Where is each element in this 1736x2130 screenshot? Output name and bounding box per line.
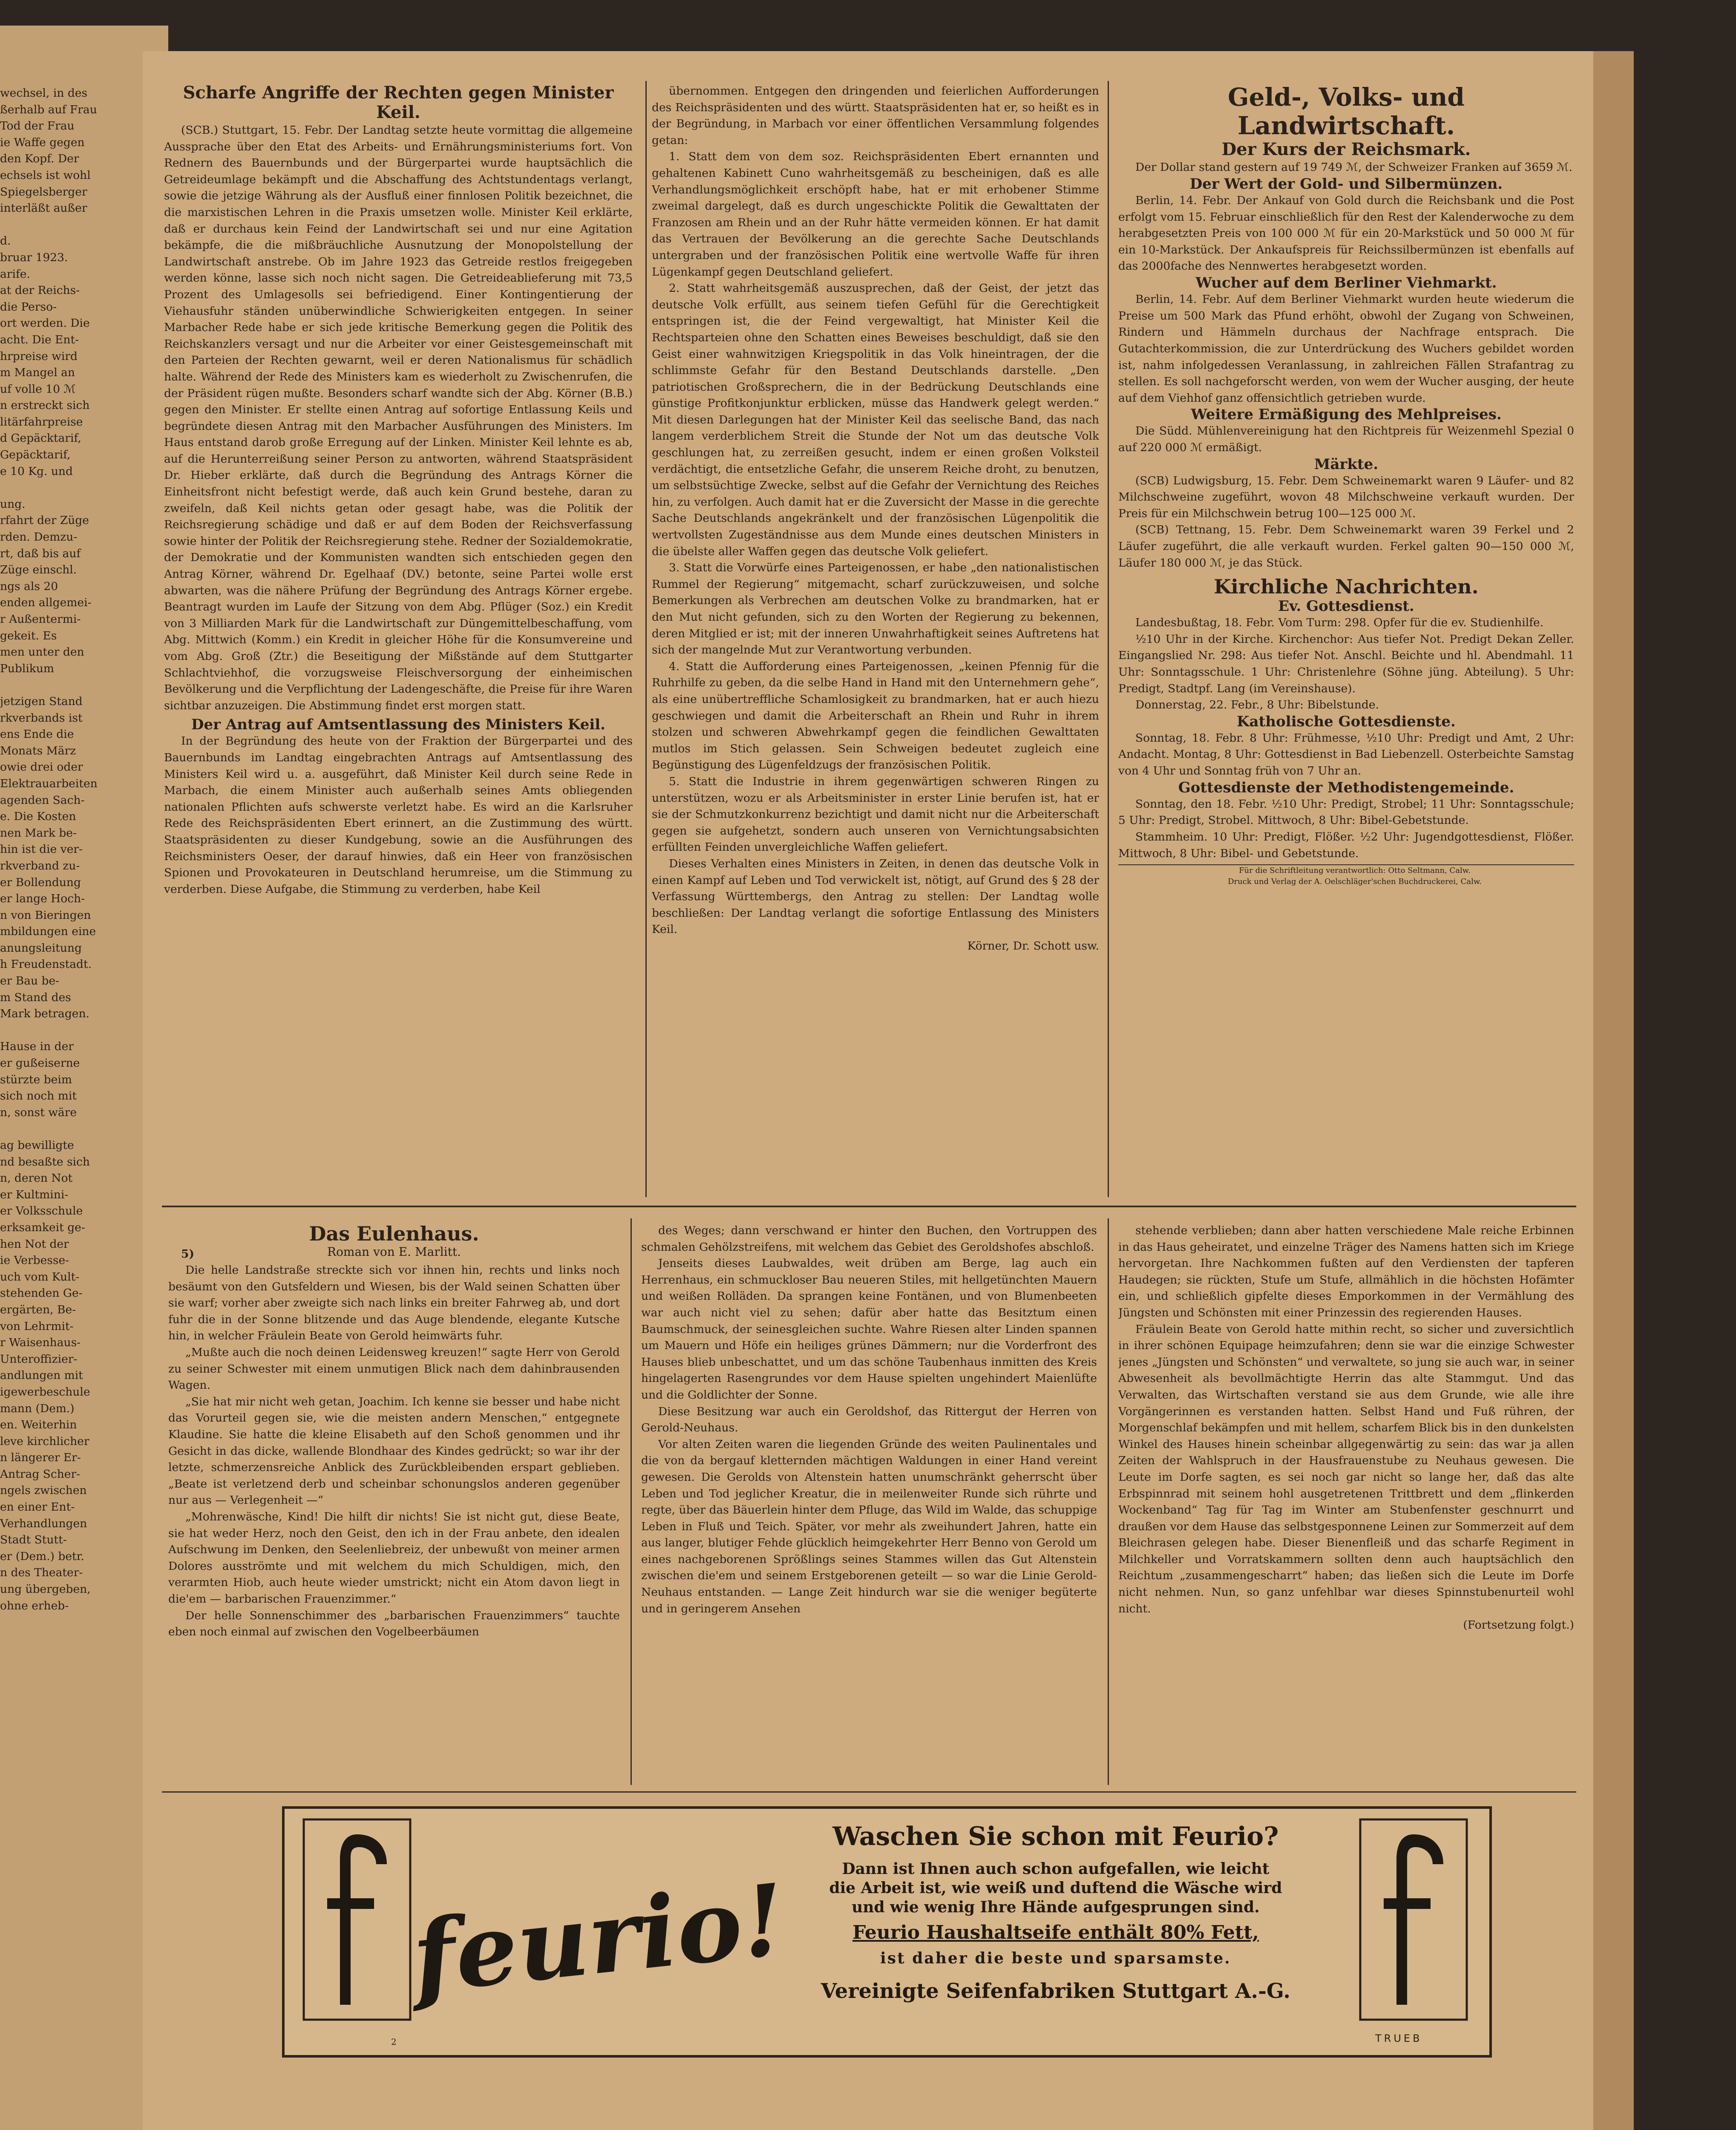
text-fragment: litärfahrpreise [0, 415, 83, 429]
serial-text [641, 1223, 1097, 1617]
text-fragment: ort werden. Die [0, 317, 90, 330]
text-fragment: h Freudenstadt. [0, 958, 92, 971]
previous-page-text [0, 85, 128, 1614]
article-column-1 [164, 83, 633, 1203]
imprint: Druck und Verlag der A. Oelschläger'schen Buchdruckerei, Calw. [1228, 877, 1482, 887]
text-fragment: n, deren Not [0, 1172, 73, 1185]
text-fragment: er Bau be- [0, 974, 60, 988]
article-body [164, 122, 633, 714]
text-fragment: rden. Demzu- [0, 530, 78, 544]
subheadline: Ev. Gottesdienst. [1278, 598, 1414, 615]
text-fragment: r Außentermi- [0, 613, 81, 626]
text-fragment: Züge einschl. [0, 563, 77, 577]
section-rule [162, 1791, 1576, 1793]
text-fragment: Publikum [0, 662, 55, 675]
text-fragment: den Kopf. Der [0, 152, 79, 166]
text-fragment: m Mangel an [0, 366, 75, 380]
serial-text [1118, 1223, 1574, 1617]
paragraph: Vor alten Zeiten waren die liegenden Gründe des weiten Paulinentales und die von da bergauf kletternden mächtigen Waldungen in einer Hand vereint gewesen. Die Gerolds von Altenstein hatten unumschränkt geherrscht über Leben und Tod jeglicher Kreatur, die in meilenweiter Runde sich rührte und regte, über das Bäuerlein hinter dem Pfluge, das Wild im Walde, das schuppige Leben in Fluß und Teich. Später, vor mehr als zweihundert Jahren, hatte ein aus langer, blutiger Fehde glücklich heimgekehrter Herr Benno von Gerold um eines nachgeborenen Sprößlings seines Stammes willen das Gut Altenstein zwischen die'em und seinem Erstgeborenen geteilt — so war die Linie Gerold-Neuhaus entstanden. — Lange Zeit hindurch war sie die weniger begüterte und in geringerem Ansehen [641, 1437, 1097, 1615]
text-fragment: rfahrt der Züge [0, 514, 89, 527]
section-title: Geld-, Volks- und Landwirtschaft. [1228, 83, 1465, 140]
text-fragment: owie drei oder [0, 760, 83, 774]
text-fragment: n erstreckt sich [0, 399, 90, 412]
serial-column-1 [168, 1223, 620, 1785]
text-fragment: nen Mark be- [0, 826, 77, 840]
text-fragment: von Lehrmit- [0, 1319, 74, 1333]
text-fragment: stürzte beim [0, 1073, 72, 1086]
paragraph: Diese Besitzung war auch ein Geroldshof, das Rittergut der Herren von Gerold-Neuhaus. [641, 1405, 1097, 1435]
paragraph: Der Dollar stand gestern auf 19 749 ℳ, der Schweizer Franken auf 3659 ℳ. [1135, 161, 1572, 174]
paragraph: „Mußte auch die noch deinen Leidensweg kreuzen!“ sagte Herr von Gerold zu seiner Schwester mit einem unmutigen Blick nach dem dahinbrausenden Wagen. [168, 1346, 620, 1392]
feurio-f-emblem-right [1358, 1817, 1469, 2022]
ad-line: die Arbeit ist, wie weiß und duftend die Wäsche wird [829, 1879, 1282, 1897]
paragraph: Landesbußtag, 18. Febr. Vom Turm: 298. Opfer für die ev. Studienhilfe. [1135, 616, 1544, 630]
subheadline: Katholische Gottesdienste. [1237, 713, 1456, 730]
text-fragment: ag bewilligte [0, 1139, 74, 1152]
paragraph: Donnerstag, 22. Febr., 8 Uhr: Bibelstunde. [1135, 698, 1379, 712]
ad-headline: Waschen Sie schon mit Feurio? [832, 1822, 1279, 1851]
text-fragment: bruar 1923. [0, 250, 68, 264]
feurio-f-emblem-left [302, 1817, 412, 2022]
continued-note: (Fortsetzung folgt.) [1463, 1618, 1574, 1632]
paragraph: (SCB.) Stuttgart, 15. Febr. Der Landtag setzte heute vormittag die allgemeine Aussprache über den Etat des Arbeits- und Ernährungsministeriums fort. Von Rednern des Bauernbunds und der Bürgerpartei wurde hauptsächlich die Getreideumlage bekämpft und die Abschaffung des Achtstundentags verlangt, sowie die jetzige Währung als der Ausfluß einer finnlosen Politik bezeichnet, die die marxistischen Lehren in die Praxis umsetzen wolle. Minister Keil erklärte, daß er durchaus kein Feind der Landwirtschaft sei und nur eine Agitation bekämpfe, die die mißbräuchliche Ausnutzung der Monopolstellung der Landwirtschaft anstrebe. Ob im Jahre 1923 das Getreide restlos freigegeben werden könne, lasse sich noch nicht sagen. Die Getreideablieferung mit 73,5 Prozent des Umlagesolls sei befriedigend. Einer Kontingentierung der Viehausfuhr ständen unüberwindliche Schwierigkeiten entgegen. In seiner Marbacher Rede habe er sich jede kritische Bemerkung gegen die Politik des Reichskanzlers versagt und nur die Arbeiter vor einer Geistesgemeinschaft mit den Parteien der Rechten gewarnt, weil er deren Nationalismus für schädlich halte. Während der Rede des Ministers kam es wiederholt zu Zwischenrufen, die der Präsident rügen mußte. Besonders scharf wandte sich der Abg. Körner (B.B.) gegen den Minister. Er stellte einen Antrag auf sofortige Entlassung Keils und begründete diesen Antrag mit den Marbacher Ausführungen des Ministers. Im Haus entstand darob große Erregung auf der Linken. Minister Keil lehnte es ab, auf die Herunterreißung seiner Person zu antworten, während Staatspräsident Dr. Hieber erklärte, daß durch die Begründung des Antrags Körner die Einheitsfront nicht befestigt werde, daß auch kein Grund bestehe, daran zu zweifeln, daß Keil nichts getan oder gesagt habe, was die Politik der Reichsregierung schädige und daß er auf dem Boden der Reichsverfassung sowie hinter der Politik der Reichsregierung stehe. Redner der Sozialdemokratie, der Demokratie und der Kommunisten wandten sich entschieden gegen den Antrag Körner, während Dr. Egelhaaf (DV.) betonte, seine Partei wolle erst abwarten, was die nähere Prüfung der Begründung des Antrags Körner ergebe. Beantragt wurden im Laufe der Sitzung von dem Abg. Pflüger (Soz.) ein Kredit von 3 Milliarden Mark für die Landwirtschaft zur Düngemittelbeschaffung, vom Abg. Mittwich (Komm.) ein Kredit in gleicher Höhe für die Konsumvereine und vom Abg. Groß (Ztr.) die Beseitigung der Mißstände auf dem Stuttgarter Schlachtviehhof, die vorzugsweise Fleischversorgung der einheimischen Bevölkerung und die Verpflichtung der Ladengeschäfte, die Preise für ihre Waren sichtbar anzuzeigen. Die Abstimmung findet erst morgen statt. [164, 124, 633, 712]
text-fragment: Hause in der [0, 1040, 74, 1053]
paragraph: 2. Statt wahrheitsgemäß auszusprechen, daß der Geist, der jetzt das deutsche Volk erfüllt, aus seinem tiefen Gefühl für die Gerechtigkeit entspringen ist, die der Feind vergewaltigt, hat Minister Keil die Rechtsparteien ohne den Schatten eines Beweises beschuldigt, daß sie den Geist einer wahnwitzigen Kriegspolitik in das Volk hineintragen, der die schlimmste Gefahr für den Bestand Deutschlands darstelle. „Den patriotischen Großsprechern, die in der Bedrückung Deutschlands eine günstige Profitkonjunktur erblicken, müsse das Handwerk gelegt werden.“ Mit diesen Darlegungen hat der Minister Keil das seelische Band, das nach langem verderblichem Streit die Stunde der Not um das deutsche Volk geschlungen hat, zu zerreißen gesucht, indem er einen großen Volksteil verdächtigt, die entsetzliche Gefahr, die unserem Reiche droht, zu benutzen, um selbstsüchtige Zwecke, selbst auf die Gefahr der Vernichtung des Reiches hin, zu verfolgen. Auch damit hat er die Zuversicht der Masse in die gerechte Sache Deutschlands angekränkelt und der französischen Lügenpolitik die wertvollsten Zugeständnisse aus dem Munde eines deutschen Ministers in die übelste aller Waffen gegen das deutsche Volk geliefert. [652, 282, 1099, 558]
article-column-2 [652, 83, 1099, 1203]
text-fragment: r Waisenhaus- [0, 1336, 81, 1350]
column-rule [645, 81, 647, 1197]
text-fragment: mann (Dem.) [0, 1402, 75, 1415]
text-fragment: ie Waffe gegen [0, 135, 85, 149]
text-fragment: sich noch mit [0, 1089, 77, 1103]
text-fragment: echsels ist wohl [0, 168, 91, 182]
ad-line: und wie wenig Ihre Hände aufgesprungen sind. [852, 1898, 1260, 1916]
paragraph: Fräulein Beate von Gerold hatte mithin recht, so sicher und zuversichtlich in ihrer schönen Equipage heimzufahren; denn sie war die einzige Schwester jenes „Jüngsten und Schönsten“ und verwaltete, so jung sie auch war, in seiner Abwesenheit als bevollmächtigte Herrin das alte Stammgut. Und das Verwalten, das Wirtschaften verstand sie aus dem Grunde, wie alle ihre Vorgängerinnen es verstanden hatten. Selbst Hand und Fuß rühren, der Morgenschlaf bekämpfen und mit hellem, scharfem Blick bis in den dunkelsten Winkel des Hauses hinein scheinbar allgegenwärtig zu sein: das war ja allen Zeiten der Wahlspruch in der Hausfrauenstube zu Neuhaus gewesen. Die Leute im Dorfe sagten, es sei noch gar nicht so lange her, daß das alte Erbspinnrad mit seinem hohl ausgetretenen Trittbrett und dem „flinkerden Wockenband“ Tag für Tag im Winter am Stubenfenster geschnurrt und draußen vor dem Hause das selbstgesponnene Leinen zur Sommerzeit auf dem Bleichrasen gelegen habe. Dieser Bienenfleiß und das scharfe Regiment in Milchkeller und Vorratskammern sollten denn auch hauptsächlich den Reichtum „zusammengescharrt“ haben; das ließen sich die Leute im Dorfe nicht nehmen. Nun, so ganz unfehlbar war dieses Spinnstubenurteil wohl nicht. [1118, 1322, 1574, 1615]
text-fragment: enden allgemei- [0, 596, 92, 610]
paragraph: Der helle Sonnenschimmer des „barbarischen Frauenzimmers“ tauchte eben noch einmal auf zwischen den Vogelbeerbäumen [168, 1609, 620, 1639]
text-fragment: erksamkeit ge- [0, 1220, 85, 1234]
text-fragment [0, 480, 128, 496]
text-fragment: Verhandlungen [0, 1517, 87, 1530]
text-fragment: ohne erheb- [0, 1599, 69, 1612]
headline: Wucher auf dem Berliner Viehmarkt. [1195, 274, 1497, 292]
headline: Der Wert der Gold- und Silbermünzen. [1189, 175, 1503, 193]
text-fragment: e 10 Kg. und [0, 464, 73, 478]
installment-number: 5) [181, 1247, 194, 1261]
text-fragment: er Bollendung [0, 875, 81, 889]
paragraph: Sonntag, den 18. Febr. ½10 Uhr: Predigt, Strobel; 11 Uhr: Sonntagsschule; 5 Uhr: Predigt, Strobel. Mittwoch, 8 Uhr: Bibel-Gebetstunde. [1118, 797, 1574, 827]
signature: Körner, Dr. Schott usw. [967, 939, 1099, 953]
text-fragment: hin ist die ver- [0, 843, 83, 856]
text-fragment: interläßt außer [0, 201, 87, 215]
text-fragment: Mark betragen. [0, 1007, 89, 1021]
text-fragment: ngels zwischen [0, 1484, 87, 1497]
text-fragment: uch vom Kult- [0, 1270, 80, 1284]
text-fragment: ergärten, Be- [0, 1303, 76, 1316]
column-rule [630, 1218, 632, 1785]
text-fragment: stehenden Ge- [0, 1287, 83, 1300]
text-fragment: Antrag Scher- [0, 1467, 81, 1481]
column-rule [1108, 81, 1109, 1197]
text-fragment: gekeit. Es [0, 629, 57, 642]
paragraph: Die helle Landstraße streckte sich vor ihnen hin, rechts und links noch besäumt von den Gutsfeldern und Wiesen, bis der Wald seinen Schatten über sie warf; vorher aber zweigte sich nach links ein breiter Fahrweg ab, und dort fuhr die in der Sonne blitzende und das Auge blendende, elegante Kutsche hin, in welcher Fräulein Beate von Gerold heimwärts fuhr. [168, 1264, 620, 1343]
text-fragment: andlungen mit [0, 1369, 83, 1382]
text-fragment: die Perso- [0, 300, 57, 314]
text-fragment: er Kultmini- [0, 1188, 69, 1201]
text-fragment: n des Theater- [0, 1566, 83, 1580]
headline: Der Kurs der Reichsmark. [1221, 139, 1471, 160]
paragraph: übernommen. Entgegen den dringenden und feierlichen Aufforderungen des Reichspräsidenten und des württ. Staatspräsidenten hat er, so heißt es in der Begründung, in Marbach vor einer öffentlichen Versammlung folgendes getan: [652, 84, 1099, 147]
text-fragment: n längerer Er- [0, 1451, 81, 1465]
text-fragment: d Gepäcktarif, [0, 432, 81, 445]
text-fragment: wechsel, in des [0, 86, 88, 100]
text-fragment: e. Die Kosten [0, 810, 76, 823]
paragraph: Berlin, 14. Febr. Auf dem Berliner Viehmarkt wurden heute wiederum die Preise um 500 Mark das Pfund erhöht, obwohl der Zugang von Schweinen, Rindern und Hämmeln durchaus der Nachfrage entsprach. Die Gutachterkommission, die zur Unterdrückung des Wuchers gebildet worden ist, nahm infolgedessen Veranlassung, in zahlreichen Fällen Strafantrag zu stellen. Es soll nachgeforscht werden, von wem der Wucher ausging, der heute auf dem Viehhof ganz offensichtlich getrieben wurde. [1118, 293, 1574, 405]
ad-company: Vereinigte Seifenfabriken Stuttgart A.-G. [820, 1979, 1291, 2003]
text-fragment [0, 677, 128, 694]
text-fragment: ie Verbesse- [0, 1254, 69, 1267]
text-fragment: rkverbands ist [0, 711, 83, 725]
serial-column-2 [641, 1223, 1097, 1785]
text-fragment: er Volksschule [0, 1204, 83, 1218]
text-fragment: men unter den [0, 645, 84, 659]
text-fragment: er gußeiserne [0, 1056, 80, 1070]
feurio-logo: feurio! [407, 1862, 791, 2016]
text-fragment: agenden Sach- [0, 793, 85, 807]
paragraph: Sonntag, 18. Febr. 8 Uhr: Frühmesse, ½10 Uhr: Predigt und Amt, 2 Uhr: Andacht. Montag, 8 Uhr: Gottesdienst in Bad Liebenzell. Osterbeichte Samstag von 4 Uhr und Sonntag früh von 7 Uhr an. [1118, 731, 1574, 778]
text-fragment: er lange Hoch- [0, 892, 85, 906]
text-fragment: Spiegelsberger [0, 185, 87, 199]
text-fragment: arife. [0, 267, 30, 281]
paragraph: 5. Statt die Industrie in ihrem gegenwärtigen schweren Ringen zu unterstützen, wozu er als Arbeitsminister in erster Linie berufen ist, hat er sie der Schmutzkonkurrenz bezichtigt und damit nicht nur die Arbeiterschaft gegen sie aufgehetzt, sondern auch unseren von Vernichtungsabsichten erfüllten Feinden unvergleichliche Waffen geliefert. [652, 774, 1099, 854]
text-fragment: en einer Ent- [0, 1500, 75, 1514]
text-fragment [0, 1022, 128, 1039]
page-edge [1593, 51, 1634, 2130]
paragraph: 4. Statt die Aufforderung eines Parteigenossen, „keinen Pfennig für die Ruhrhilfe zu geben, da die selbe Hand in Hand mit den Unternehmern gehe“, als eine unübertreffliche Schamlosigkeit zu brandmarken, hat er auch hiezu geschwiegen und damit die Arbeiterschaft an Rhein und Ruhr in ihrem stolzen und schweren Abwehrkampf gegen die feindlichen Gewalttaten mutlos im Stich gelassen. Sein Schweigen bedeutet zugleich eine Begünstigung des Lügenfeldzugs der französischen Politik. [652, 659, 1099, 772]
text-fragment [0, 1121, 128, 1137]
section-rule [162, 1206, 1576, 1207]
subheadline: Gottesdienste der Methodistengemeinde. [1178, 779, 1514, 796]
text-fragment: at der Reichs- [0, 284, 80, 297]
paragraph: „Mohrenwäsche, Kind! Die hilft dir nichts! Sie ist nicht gut, diese Beate, sie hat weder Herz, noch den Geist, den ich in der Frau anbete, den idealen Aufschwung im Denken, den Seelenliebreiz, der unbewußt von meiner armen Dolores ausströmte und mit welchem du mich Schuldigen, mich, den verarmten Hiob, auch heute wieder umstrickt; nicht ein Atom davon liegt in die'em — barbarischen Frauenzimmer.“ [168, 1510, 620, 1606]
text-fragment: ung. [0, 497, 26, 511]
imprint: Für die Schriftleitung verantwortlich: Otto Seltmann, Calw. [1239, 866, 1471, 875]
paragraph: Die Südd. Mühlenvereinigung hat den Richtpreis für Weizenmehl Spezial 0 auf 220 000 ℳ ermäßigt. [1118, 424, 1574, 454]
text-fragment: igewerbeschule [0, 1385, 90, 1399]
paragraph: 3. Statt die Vorwürfe eines Parteigenossen, er habe „den nationalistischen Rummel der Regierung“ mitgemacht, scharf zurückzuweisen, und solche Bemerkungen als Verbrechen am deutschen Volke zu brandmarken, hat er den Mut nicht gefunden, sich zu den Worten der Regierung zu bekennen, deren Mitglied er ist; mit der inneren Unwahrhaftigkeit seines Auftretens hat sich der mangelnde Mut zur Verantwortung verbunden. [652, 561, 1099, 657]
paragraph: „Sie hat mir nicht weh getan, Joachim. Ich kenne sie besser und habe nicht das Vorurteil gegen sie, wie die meisten andern Menschen,“ entgegnete Klaudine. Sie hatte die kleine Elisabeth auf den Schoß genommen und ihr Gesicht in das dicke, wallende Blondhaar des Kindes gedrückt; so war ihr der letzte, schmerzensreiche Anblick des Zurückbleibenden erspart geblieben. „Beate ist verletzend derb und scheinbar schonungslos anderen gegenüber nur aus — Verlegenheit —“ [168, 1395, 620, 1507]
text-fragment: ngs als 20 [0, 579, 58, 593]
text-fragment: ung übergeben, [0, 1583, 91, 1596]
paragraph: 1. Statt dem von dem soz. Reichspräsidenten Ebert ernannten und gehaltenen Kabinett Cuno wahrheitsgemäß zu bescheinigen, daß es alle Verhandlungsmöglichkeit erschöpft habe, hat er mit erhobener Stimme zweimal dargelegt, daß es durch ungeschickte Politik die Gewalttaten der Franzosen am Rhein und an der Ruhr hätte vermeiden können. Er hat damit das Vertrauen der Bevölkerung an die gerechte Sache Deutschlands untergraben und der französischen Politik eine wertvolle Waffe für ihren Lügenkampf gegen Deutschland geliefert. [652, 150, 1099, 279]
text-fragment: Gepäcktarif, [0, 448, 71, 462]
text-fragment: n, sonst wäre [0, 1105, 77, 1119]
serial-byline: Roman von E. Marlitt. [327, 1244, 461, 1259]
paragraph: des Weges; dann verschwand er hinter den Buchen, den Vortruppen des schmalen Gehölzstreifens, mit welchem das Gebiet des Geroldshofes abschloß. [641, 1224, 1097, 1254]
text-fragment: er (Dem.) betr. [0, 1549, 84, 1563]
text-fragment: jetzigen Stand [0, 694, 83, 708]
article-body [652, 83, 1099, 938]
paragraph: Stammheim. 10 Uhr: Predigt, Flößer. ½2 Uhr: Jugendgottesdienst, Flößer. Mittwoch, 8 Uhr: Bibel- und Gebetstunde. [1118, 830, 1574, 860]
paragraph: stehende verblieben; dann aber hatten verschiedene Male reiche Erbinnen in das Haus geheiratet, und einzelne Träger des Namens hatten sich im Kriege hervorgetan. Ihre Nachkommen fußten auf den Verdiensten der tapferen Haudegen; sie rückten, Stufe um Stufe, allmählich in die höchsten Hofämter ein, und schließlich gipfelte dieses Emporkommen in der Vermählung des Jüngsten und Schönsten mit einer Prinzessin des regierenden Hauses. [1118, 1224, 1574, 1319]
paragraph: ½10 Uhr in der Kirche. Kirchenchor: Aus tiefer Not. Predigt Dekan Zeller. Eingangslied Nr. 298: Aus tiefer Not. Anschl. Beichte und hl. Abendmahl. 11 Uhr: Sonntagsschule. 1 Uhr: Christenlehre (Söhne jüng. Abteilung). 5 Uhr: Predigt, Stadtpf. Lang (im Vereinshause). [1118, 632, 1574, 695]
article-column-3 [1118, 83, 1574, 1203]
paragraph: (SCB) Ludwigsburg, 15. Febr. Dem Schweinemarkt waren 9 Läufer- und 82 Milchschweine zugeführt, wovon 48 Milchschweine verkauft wurden. Der Preis für ein Milchschwein betrug 100—125 000 ℳ. [1118, 474, 1574, 520]
text-fragment: Unteroffizier- [0, 1352, 78, 1366]
paragraph: Jenseits dieses Laubwaldes, weit drüben am Berge, lag auch ein Herrenhaus, ein schmuckloser Bau neueren Stiles, mit hellgetünchten Mauern und weißen Rolläden. Da sprangen keine Fontänen, und von Blumenbeeten war auch nicht viel zu sehen; dafür aber hatte das Besitztum einen Baumschmuck, der seinesgleichen suchte. Wahre Riesen alter Linden spannen um Mauern und Höfe ein heiliges grünes Dämmern; nur die Vorderfront des Hauses blieb unbeschattet, und um das schöne Taubenhaus inmitten des Kreis hingelagerten Rasengrundes vor dem Hause spielten ungehindert Maienlüfte und die Goldlichter der Sonne. [641, 1257, 1097, 1402]
ad-line: Dann ist Ihnen auch schon aufgefallen, wie leicht [842, 1860, 1270, 1878]
text-fragment: n von Bieringen [0, 908, 91, 922]
text-fragment: hrpreise wird [0, 349, 78, 363]
text-fragment: rt, daß bis auf [0, 547, 81, 560]
text-fragment: acht. Die Ent- [0, 333, 79, 346]
text-fragment: Elektrauarbeiten [0, 777, 98, 790]
text-fragment: Tod der Frau [0, 119, 75, 133]
text-fragment: Stadt Stutt- [0, 1533, 67, 1547]
text-fragment: mbildungen eine [0, 925, 96, 938]
text-fragment: en. Weiterhin [0, 1418, 77, 1432]
text-fragment: ens Ende die [0, 728, 74, 741]
text-fragment: anungsleitung [0, 941, 82, 955]
headline: Märkte. [1314, 455, 1379, 473]
paragraph: (SCB) Tettnang, 15. Febr. Dem Schweinemarkt waren 39 Ferkel und 2 Läufer zugeführt, die alle verkauft wurden. Ferkel galten 90—150 000 ℳ, Läufer 180 000 ℳ, je das Stück. [1118, 523, 1574, 570]
text-fragment: leve kirchlicher [0, 1434, 89, 1448]
text-fragment: nd besaßte sich [0, 1155, 90, 1169]
serial-title: Das Eulenhaus. [309, 1223, 479, 1245]
paragraph: In der Begründung des heute von der Fraktion der Bürgerpartei und des Bauernbunds im Landtag eingebrachten Antrags auf Amtsentlassung des Ministers Keil wird u. a. ausgeführt, daß Minister Keil durch seine Rede in Marbach, die einem Minister auch außerhalb seines Amts obliegenden nationalen Pflichten aufs schwerste verletzt habe. Es wird an die Karlsruher Rede des Reichspräsidenten Ebert erinnert, an die Zustimmung des württ. Staatspräsidenten zu dieser Kundgebung, sowie an die Ausführungen des Reichsministers Oeser, der darauf hinwies, daß ein Heer von französischen Spionen und Provokateuren in Deutschland herumreise, um die Stimmung zu verderben. Diese Aufgabe, die Stimmung zu verderben, habe Keil [164, 734, 633, 896]
text-fragment: d. [0, 234, 11, 248]
serial-column-3 [1118, 1223, 1574, 1785]
paragraph: Dieses Verhalten eines Ministers in Zeiten, in denen das deutsche Volk in einen Kampf auf Leben und Tod verwickelt ist, nötigt, auf Grund des § 28 der Verfassung Württembergs, den Antrag zu stellen: Der Landtag wolle beschließen: Der Landtag verlangt die sofortige Entlassung des Ministers Keil. [652, 857, 1099, 936]
text-fragment: ßerhalb auf Frau [0, 103, 97, 116]
column-rule [1108, 1218, 1109, 1785]
headline: Der Antrag auf Amtsentlassung des Ministers Keil. [191, 716, 606, 734]
paragraph: Berlin, 14. Febr. Der Ankauf von Gold durch die Reichsbank und die Post erfolgt vom 15. Februar einschließlich für den Rest der Kalenderwoche zu dem herabgesetzten Preis von 100 000 ℳ für ein 20-Markstück und 50 000 ℳ für ein 10-Markstück. Der Ankaufspreis für Reichssilbermünzen ist ebenfalls auf das 2000fache des Nennwertes herabgesetzt worden. [1118, 194, 1574, 273]
text-fragment [0, 217, 128, 233]
headline: Scharfe Angriffe der Rechten gegen Minister Keil. [183, 83, 614, 122]
feurio-advertisement [282, 1806, 1492, 2058]
ad-line: Feurio Haushaltseife enthält 80% Fett, [852, 1922, 1259, 1943]
text-fragment: rkverband zu- [0, 859, 80, 872]
text-fragment: Monats März [0, 744, 76, 757]
artist-signature: TRUEB [1375, 2032, 1422, 2044]
ad-corner-number: 2 [391, 2037, 397, 2047]
text-fragment: m Stand des [0, 990, 71, 1004]
headline: Weitere Ermäßigung des Mehlpreises. [1191, 406, 1502, 423]
text-fragment: uf volle 10 ℳ [0, 382, 76, 396]
headline: Kirchliche Nachrichten. [1214, 575, 1479, 599]
text-fragment: hen Not der [0, 1237, 69, 1251]
serial-text [168, 1262, 620, 1641]
ad-line: ist daher die beste und sparsamste. [880, 1949, 1231, 1967]
article-body [164, 733, 633, 898]
